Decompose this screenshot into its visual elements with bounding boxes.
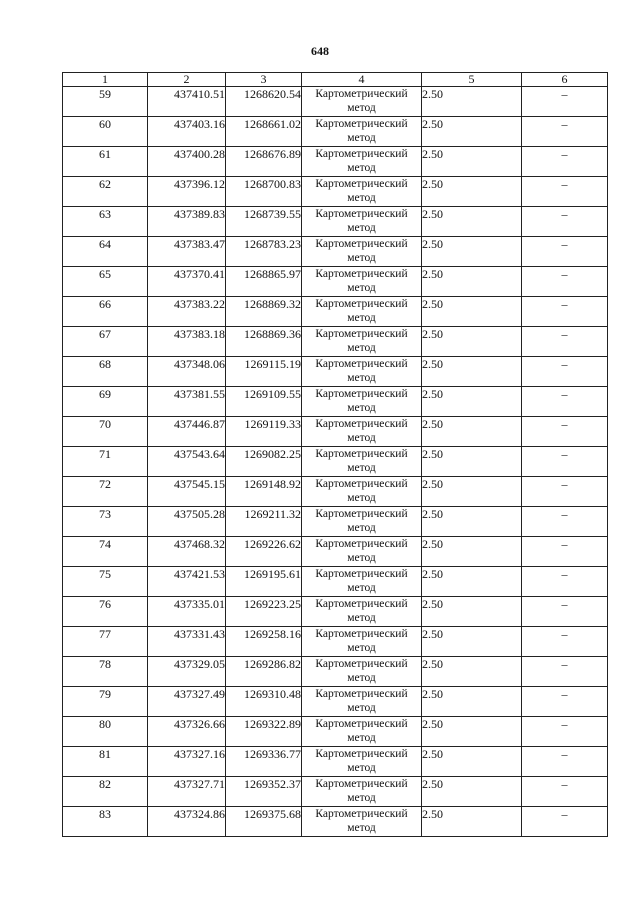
accuracy-cell: 2.50: [422, 267, 522, 297]
table-row: [63, 777, 608, 807]
y-coordinate-cell: 1269148.92: [226, 477, 302, 507]
column-header-1: 1: [63, 73, 148, 87]
y-coordinate-cell: 1269082.25: [226, 447, 302, 477]
x-coordinate-cell: 437543.64: [148, 447, 226, 477]
method-line-1: Картометрический: [315, 778, 408, 790]
note-cell: –: [522, 117, 608, 147]
y-coordinate-cell: 1268865.97: [226, 267, 302, 297]
point-number-cell: 72: [63, 477, 148, 507]
method-cell: [302, 567, 422, 597]
method-cell: [302, 87, 422, 117]
method-cell: [302, 777, 422, 807]
method-line-1: Картометрический: [315, 358, 408, 370]
y-coordinate-cell: 1269119.33: [226, 417, 302, 447]
method-line-2: метод: [347, 192, 376, 204]
table-body: [63, 87, 608, 837]
table-row: [63, 807, 608, 837]
method-line-2: метод: [347, 132, 376, 144]
table-row: [63, 177, 608, 207]
method-line-2: метод: [347, 312, 376, 324]
note-cell: –: [522, 147, 608, 177]
table-row: [63, 207, 608, 237]
method-line-2: метод: [347, 612, 376, 624]
method-line-2: метод: [347, 582, 376, 594]
method-line-1: Картометрический: [315, 568, 408, 580]
x-coordinate-cell: 437335.01: [148, 597, 226, 627]
accuracy-cell: 2.50: [422, 567, 522, 597]
method-line-2: метод: [347, 462, 376, 474]
table-row: [63, 687, 608, 717]
point-number-cell: 78: [63, 657, 148, 687]
method-cell: [302, 297, 422, 327]
method-line-2: метод: [347, 372, 376, 384]
x-coordinate-cell: 437383.47: [148, 237, 226, 267]
method-line-1: Картометрический: [315, 118, 408, 130]
method-cell: [302, 177, 422, 207]
point-number-cell: 77: [63, 627, 148, 657]
table-row: [63, 567, 608, 597]
point-number-cell: 74: [63, 537, 148, 567]
table-row: [63, 327, 608, 357]
accuracy-cell: 2.50: [422, 237, 522, 267]
point-number-cell: 66: [63, 297, 148, 327]
method-line-1: Картометрический: [315, 598, 408, 610]
note-cell: –: [522, 417, 608, 447]
x-coordinate-cell: 437381.55: [148, 387, 226, 417]
method-line-1: Картометрический: [315, 208, 408, 220]
method-cell: [302, 267, 422, 297]
note-cell: –: [522, 327, 608, 357]
method-cell: [302, 327, 422, 357]
x-coordinate-cell: 437421.53: [148, 567, 226, 597]
method-cell: [302, 387, 422, 417]
note-cell: –: [522, 237, 608, 267]
coordinates-table: [62, 72, 608, 837]
method-line-2: метод: [347, 402, 376, 414]
method-cell: [302, 357, 422, 387]
method-cell: [302, 147, 422, 177]
table-row: [63, 627, 608, 657]
method-line-1: Картометрический: [315, 538, 408, 550]
x-coordinate-cell: 437446.87: [148, 417, 226, 447]
note-cell: –: [522, 447, 608, 477]
accuracy-cell: 2.50: [422, 747, 522, 777]
column-header-2: 2: [148, 73, 226, 87]
point-number-cell: 68: [63, 357, 148, 387]
method-line-1: Картометрический: [315, 808, 408, 820]
method-cell: [302, 627, 422, 657]
note-cell: –: [522, 267, 608, 297]
x-coordinate-cell: 437327.49: [148, 687, 226, 717]
point-number-cell: 64: [63, 237, 148, 267]
y-coordinate-cell: 1268620.54: [226, 87, 302, 117]
x-coordinate-cell: 437327.16: [148, 747, 226, 777]
method-line-1: Картометрический: [315, 418, 408, 430]
note-cell: –: [522, 177, 608, 207]
table-row: [63, 87, 608, 117]
table-row: [63, 417, 608, 447]
accuracy-cell: 2.50: [422, 357, 522, 387]
note-cell: –: [522, 567, 608, 597]
accuracy-cell: 2.50: [422, 297, 522, 327]
method-cell: [302, 537, 422, 567]
x-coordinate-cell: 437327.71: [148, 777, 226, 807]
y-coordinate-cell: 1269258.16: [226, 627, 302, 657]
y-coordinate-cell: 1268661.02: [226, 117, 302, 147]
method-line-1: Картометрический: [315, 388, 408, 400]
y-coordinate-cell: 1268869.36: [226, 327, 302, 357]
accuracy-cell: 2.50: [422, 447, 522, 477]
accuracy-cell: 2.50: [422, 177, 522, 207]
accuracy-cell: 2.50: [422, 807, 522, 837]
table-row: [63, 717, 608, 747]
accuracy-cell: 2.50: [422, 207, 522, 237]
accuracy-cell: 2.50: [422, 597, 522, 627]
x-coordinate-cell: 437331.43: [148, 627, 226, 657]
note-cell: –: [522, 807, 608, 837]
y-coordinate-cell: 1268700.83: [226, 177, 302, 207]
method-line-1: Картометрический: [315, 628, 408, 640]
table-row: [63, 237, 608, 267]
point-number-cell: 62: [63, 177, 148, 207]
table-row: [63, 597, 608, 627]
table-row: [63, 507, 608, 537]
method-cell: [302, 447, 422, 477]
method-cell: [302, 717, 422, 747]
method-cell: [302, 477, 422, 507]
point-number-cell: 81: [63, 747, 148, 777]
note-cell: –: [522, 717, 608, 747]
method-cell: [302, 207, 422, 237]
method-line-1: Картометрический: [315, 88, 408, 100]
y-coordinate-cell: 1269310.48: [226, 687, 302, 717]
method-line-1: Картометрический: [315, 328, 408, 340]
y-coordinate-cell: 1269109.55: [226, 387, 302, 417]
accuracy-cell: 2.50: [422, 387, 522, 417]
method-line-2: метод: [347, 492, 376, 504]
method-line-1: Картометрический: [315, 748, 408, 760]
table-row: [63, 147, 608, 177]
x-coordinate-cell: 437329.05: [148, 657, 226, 687]
y-coordinate-cell: 1269115.19: [226, 357, 302, 387]
note-cell: –: [522, 207, 608, 237]
method-line-2: метод: [347, 162, 376, 174]
y-coordinate-cell: 1269223.25: [226, 597, 302, 627]
page-number: 648: [311, 44, 329, 58]
method-line-1: Картометрический: [315, 298, 408, 310]
accuracy-cell: 2.50: [422, 657, 522, 687]
accuracy-cell: 2.50: [422, 777, 522, 807]
method-line-1: Картометрический: [315, 508, 408, 520]
x-coordinate-cell: 437348.06: [148, 357, 226, 387]
method-line-1: Картометрический: [315, 148, 408, 160]
method-line-2: метод: [347, 522, 376, 534]
point-number-cell: 75: [63, 567, 148, 597]
x-coordinate-cell: 437400.28: [148, 147, 226, 177]
table-header-row: [63, 73, 608, 87]
table-row: [63, 747, 608, 777]
accuracy-cell: 2.50: [422, 147, 522, 177]
method-line-1: Картометрический: [315, 448, 408, 460]
y-coordinate-cell: 1269226.62: [226, 537, 302, 567]
method-line-2: метод: [347, 762, 376, 774]
table-row: [63, 657, 608, 687]
method-line-2: метод: [347, 252, 376, 264]
point-number-cell: 80: [63, 717, 148, 747]
note-cell: –: [522, 507, 608, 537]
method-line-1: Картометрический: [315, 478, 408, 490]
method-cell: [302, 597, 422, 627]
x-coordinate-cell: 437370.41: [148, 267, 226, 297]
method-line-2: метод: [347, 822, 376, 834]
y-coordinate-cell: 1268869.32: [226, 297, 302, 327]
accuracy-cell: 2.50: [422, 627, 522, 657]
method-line-1: Картометрический: [315, 718, 408, 730]
table-row: [63, 477, 608, 507]
table-row: [63, 387, 608, 417]
note-cell: –: [522, 747, 608, 777]
table-row: [63, 447, 608, 477]
point-number-cell: 70: [63, 417, 148, 447]
method-line-2: метод: [347, 672, 376, 684]
note-cell: –: [522, 657, 608, 687]
accuracy-cell: 2.50: [422, 87, 522, 117]
column-header-3: 3: [226, 73, 302, 87]
x-coordinate-cell: 437383.18: [148, 327, 226, 357]
method-line-2: метод: [347, 102, 376, 114]
table-row: [63, 537, 608, 567]
y-coordinate-cell: 1269336.77: [226, 747, 302, 777]
y-coordinate-cell: 1269322.89: [226, 717, 302, 747]
note-cell: –: [522, 687, 608, 717]
note-cell: –: [522, 387, 608, 417]
accuracy-cell: 2.50: [422, 537, 522, 567]
method-cell: [302, 687, 422, 717]
x-coordinate-cell: 437505.28: [148, 507, 226, 537]
y-coordinate-cell: 1269286.82: [226, 657, 302, 687]
note-cell: –: [522, 627, 608, 657]
x-coordinate-cell: 437396.12: [148, 177, 226, 207]
x-coordinate-cell: 437403.16: [148, 117, 226, 147]
method-line-2: метод: [347, 432, 376, 444]
method-line-2: метод: [347, 732, 376, 744]
x-coordinate-cell: 437468.32: [148, 537, 226, 567]
table-row: [63, 357, 608, 387]
point-number-cell: 82: [63, 777, 148, 807]
x-coordinate-cell: 437389.83: [148, 207, 226, 237]
point-number-cell: 65: [63, 267, 148, 297]
note-cell: –: [522, 597, 608, 627]
y-coordinate-cell: 1268676.89: [226, 147, 302, 177]
note-cell: –: [522, 87, 608, 117]
x-coordinate-cell: 437383.22: [148, 297, 226, 327]
method-line-2: метод: [347, 642, 376, 654]
y-coordinate-cell: 1268783.23: [226, 237, 302, 267]
accuracy-cell: 2.50: [422, 417, 522, 447]
point-number-cell: 73: [63, 507, 148, 537]
note-cell: –: [522, 477, 608, 507]
method-line-2: метод: [347, 282, 376, 294]
table-row: [63, 297, 608, 327]
accuracy-cell: 2.50: [422, 717, 522, 747]
x-coordinate-cell: 437545.15: [148, 477, 226, 507]
note-cell: –: [522, 357, 608, 387]
method-line-2: метод: [347, 222, 376, 234]
column-header-5: 5: [422, 73, 522, 87]
y-coordinate-cell: 1269195.61: [226, 567, 302, 597]
column-header-4: 4: [302, 73, 422, 87]
method-cell: [302, 657, 422, 687]
point-number-cell: 79: [63, 687, 148, 717]
point-number-cell: 69: [63, 387, 148, 417]
point-number-cell: 59: [63, 87, 148, 117]
method-line-2: метод: [347, 702, 376, 714]
column-header-6: 6: [522, 73, 608, 87]
method-line-1: Картометрический: [315, 268, 408, 280]
accuracy-cell: 2.50: [422, 477, 522, 507]
method-line-1: Картометрический: [315, 658, 408, 670]
y-coordinate-cell: 1269211.32: [226, 507, 302, 537]
accuracy-cell: 2.50: [422, 507, 522, 537]
point-number-cell: 61: [63, 147, 148, 177]
table-row: [63, 267, 608, 297]
method-cell: [302, 747, 422, 777]
method-cell: [302, 807, 422, 837]
x-coordinate-cell: 437324.86: [148, 807, 226, 837]
x-coordinate-cell: 437326.66: [148, 717, 226, 747]
point-number-cell: 67: [63, 327, 148, 357]
method-cell: [302, 417, 422, 447]
point-number-cell: 71: [63, 447, 148, 477]
point-number-cell: 83: [63, 807, 148, 837]
method-line-1: Картометрический: [315, 238, 408, 250]
point-number-cell: 63: [63, 207, 148, 237]
method-line-2: метод: [347, 792, 376, 804]
note-cell: –: [522, 777, 608, 807]
x-coordinate-cell: 437410.51: [148, 87, 226, 117]
point-number-cell: 76: [63, 597, 148, 627]
accuracy-cell: 2.50: [422, 117, 522, 147]
accuracy-cell: 2.50: [422, 687, 522, 717]
method-line-2: метод: [347, 552, 376, 564]
method-cell: [302, 507, 422, 537]
method-cell: [302, 237, 422, 267]
method-line-1: Картометрический: [315, 178, 408, 190]
y-coordinate-cell: 1269375.68: [226, 807, 302, 837]
y-coordinate-cell: 1268739.55: [226, 207, 302, 237]
point-number-cell: 60: [63, 117, 148, 147]
y-coordinate-cell: 1269352.37: [226, 777, 302, 807]
table-row: [63, 117, 608, 147]
method-cell: [302, 117, 422, 147]
note-cell: –: [522, 537, 608, 567]
note-cell: –: [522, 297, 608, 327]
method-line-1: Картометрический: [315, 688, 408, 700]
method-line-2: метод: [347, 342, 376, 354]
accuracy-cell: 2.50: [422, 327, 522, 357]
